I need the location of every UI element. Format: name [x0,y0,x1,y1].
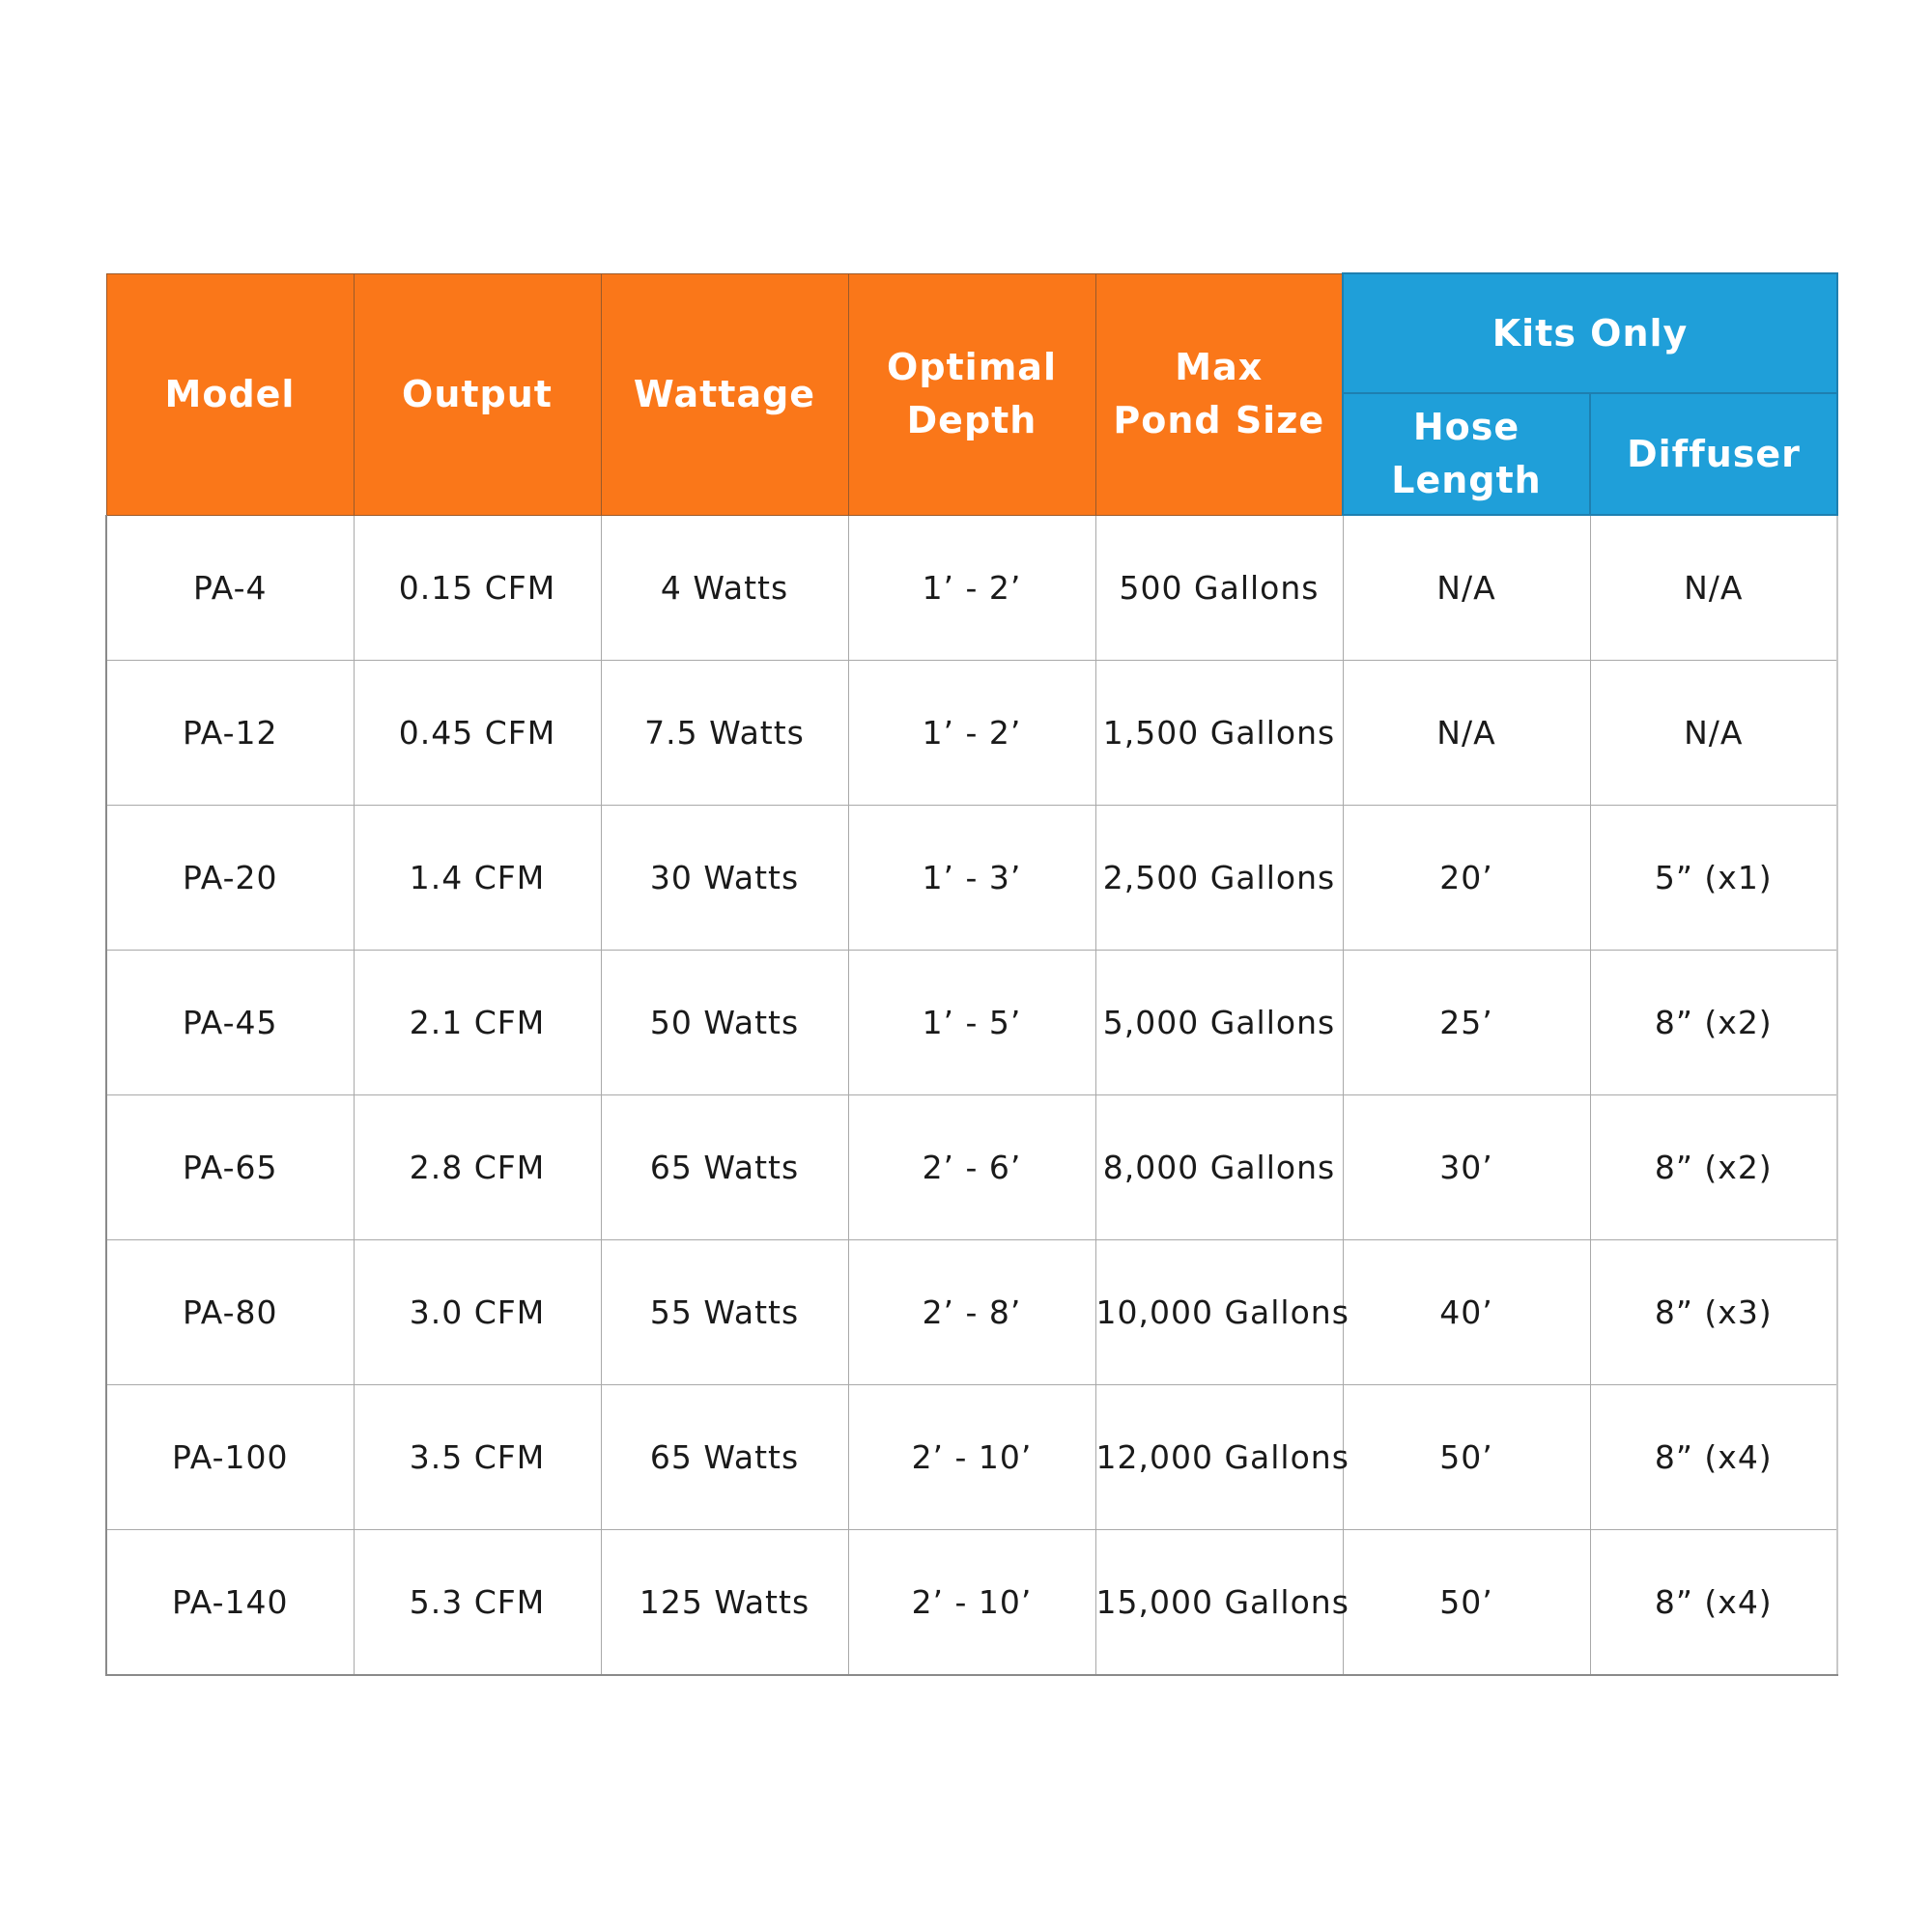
cell-max-pond-size: 5,000 Gallons [1095,951,1343,1095]
table-body [106,515,1837,1675]
header-diffuser: Diffuser [1590,393,1837,515]
cell-output: 3.5 CFM [354,1385,601,1530]
table-row [106,1385,1837,1530]
header-model: Model [106,273,354,515]
cell-wattage: 125 Watts [601,1530,848,1676]
table-row [106,806,1837,951]
cell-output: 5.3 CFM [354,1530,601,1676]
cell-max-pond-size: 500 Gallons [1095,515,1343,661]
table-row [106,1530,1837,1676]
cell-optimal-depth: 1’ - 2’ [848,515,1095,661]
cell-optimal-depth: 1’ - 5’ [848,951,1095,1095]
table-row [106,515,1837,661]
header-optimal-depth [848,273,1095,515]
cell-output: 0.45 CFM [354,661,601,806]
header-max-pond-size-line-2: Pond Size [1113,399,1325,441]
table-row [106,1095,1837,1240]
cell-wattage: 65 Watts [601,1095,848,1240]
cell-model: PA-65 [106,1095,354,1240]
cell-model: PA-45 [106,951,354,1095]
cell-hose-length: N/A [1343,661,1590,806]
cell-diffuser: 8” (x2) [1590,1095,1837,1240]
cell-optimal-depth: 2’ - 10’ [848,1530,1095,1676]
cell-optimal-depth: 2’ - 6’ [848,1095,1095,1240]
spec-table [105,272,1838,1676]
header-row-top [106,273,1837,393]
cell-hose-length: N/A [1343,515,1590,661]
header-hose-length [1343,393,1590,515]
cell-diffuser: 8” (x4) [1590,1385,1837,1530]
cell-output: 3.0 CFM [354,1240,601,1385]
header-max-pond-size [1095,273,1343,515]
cell-diffuser: N/A [1590,515,1837,661]
cell-diffuser: N/A [1590,661,1837,806]
cell-wattage: 4 Watts [601,515,848,661]
cell-diffuser: 8” (x4) [1590,1530,1837,1676]
cell-model: PA-4 [106,515,354,661]
cell-optimal-depth: 2’ - 8’ [848,1240,1095,1385]
table-row [106,1240,1837,1385]
cell-model: PA-20 [106,806,354,951]
cell-hose-length: 20’ [1343,806,1590,951]
cell-max-pond-size: 15,000 Gallons [1095,1530,1343,1676]
cell-hose-length: 50’ [1343,1530,1590,1676]
header-kits-only: Kits Only [1343,273,1837,393]
cell-diffuser: 8” (x2) [1590,951,1837,1095]
cell-model: PA-12 [106,661,354,806]
table-row [106,951,1837,1095]
cell-model: PA-140 [106,1530,354,1676]
cell-wattage: 55 Watts [601,1240,848,1385]
cell-wattage: 30 Watts [601,806,848,951]
cell-output: 0.15 CFM [354,515,601,661]
cell-model: PA-100 [106,1385,354,1530]
table-header [106,273,1837,515]
cell-hose-length: 30’ [1343,1095,1590,1240]
header-hose-length-line-2: Length [1391,459,1542,501]
cell-max-pond-size: 12,000 Gallons [1095,1385,1343,1530]
cell-wattage: 50 Watts [601,951,848,1095]
header-max-pond-size-line-1: Max [1175,346,1264,388]
cell-max-pond-size: 2,500 Gallons [1095,806,1343,951]
cell-output: 1.4 CFM [354,806,601,951]
cell-model: PA-80 [106,1240,354,1385]
cell-wattage: 7.5 Watts [601,661,848,806]
header-optimal-depth-line-2: Depth [906,399,1037,441]
cell-max-pond-size: 10,000 Gallons [1095,1240,1343,1385]
cell-optimal-depth: 1’ - 3’ [848,806,1095,951]
header-hose-length-line-1: Hose [1412,406,1520,448]
header-output: Output [354,273,601,515]
cell-optimal-depth: 1’ - 2’ [848,661,1095,806]
cell-wattage: 65 Watts [601,1385,848,1530]
header-optimal-depth-line-1: Optimal [887,346,1057,388]
header-wattage: Wattage [601,273,848,515]
cell-optimal-depth: 2’ - 10’ [848,1385,1095,1530]
cell-hose-length: 25’ [1343,951,1590,1095]
cell-output: 2.8 CFM [354,1095,601,1240]
cell-diffuser: 5” (x1) [1590,806,1837,951]
cell-diffuser: 8” (x3) [1590,1240,1837,1385]
table-row [106,661,1837,806]
cell-output: 2.1 CFM [354,951,601,1095]
cell-hose-length: 40’ [1343,1240,1590,1385]
cell-max-pond-size: 1,500 Gallons [1095,661,1343,806]
cell-max-pond-size: 8,000 Gallons [1095,1095,1343,1240]
cell-hose-length: 50’ [1343,1385,1590,1530]
